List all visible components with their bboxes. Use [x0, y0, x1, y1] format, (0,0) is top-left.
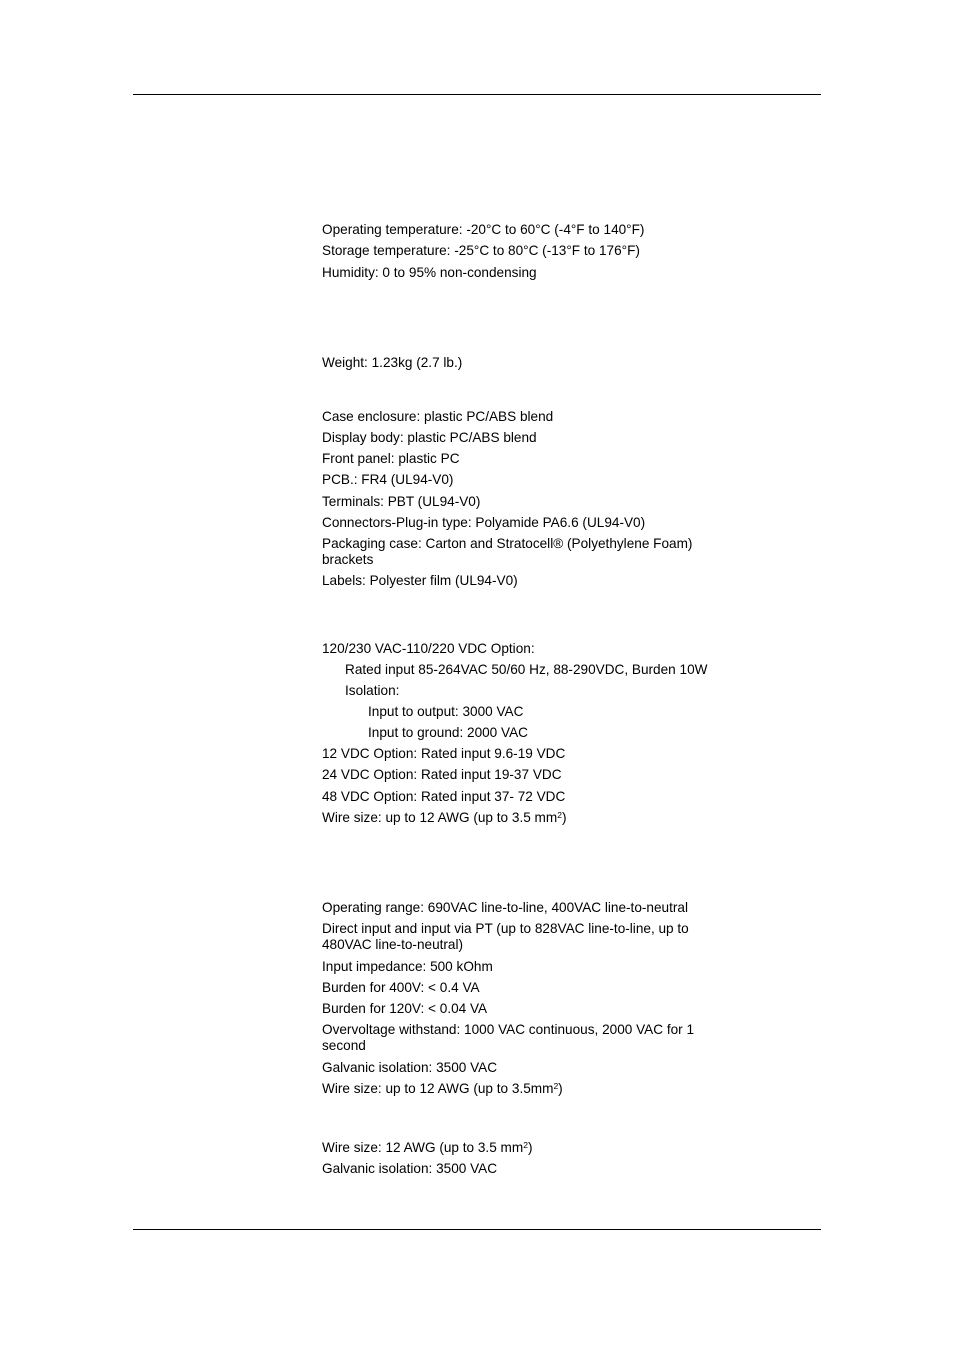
voltage-wire-size-end: ): [558, 1081, 563, 1096]
power-wire-size-superscript: 2: [557, 810, 562, 820]
weight: Weight: 1.23kg (2.7 lb.): [322, 355, 463, 370]
packaging-case: Packaging case: Carton and Stratocell® (Polyethylene Foam) brackets: [322, 536, 693, 567]
power-option-48vdc: 48 VDC Option: Rated input 37- 72 VDC: [322, 789, 566, 804]
humidity: Humidity: 0 to 95% non-condensing: [322, 265, 537, 280]
pcb: PCB.: FR4 (UL94-V0): [322, 472, 454, 487]
front-panel: Front panel: plastic PC: [322, 451, 460, 466]
connectors: Connectors-Plug-in type: Polyamide PA6.6 (UL94-V0): [322, 515, 646, 530]
power-wire-size: [322, 810, 742, 826]
labels-material: Labels: Polyester film (UL94-V0): [322, 573, 518, 588]
header-rule: [133, 94, 821, 95]
current-wire-size: [322, 1140, 742, 1156]
voltage-galvanic-isolation: Galvanic isolation: 3500 VAC: [322, 1060, 498, 1075]
power-rated-input: Rated input 85-264VAC 50/60 Hz, 88-290VDC, Burden 10W: [345, 662, 708, 677]
display-body: Display body: plastic PC/ABS blend: [322, 430, 537, 445]
voltage-wire-size: [322, 1081, 742, 1097]
current-galvanic-isolation: Galvanic isolation: 3500 VAC: [322, 1161, 498, 1176]
footer-rule: [133, 1229, 821, 1230]
input-to-ground: Input to ground: 2000 VAC: [368, 725, 528, 740]
current-wire-size-superscript: 2: [523, 1140, 528, 1150]
input-to-output: Input to output: 3000 VAC: [368, 704, 524, 719]
current-wire-size-text: Wire size: 12 AWG (up to 3.5 mm: [322, 1140, 524, 1155]
case-enclosure: Case enclosure: plastic PC/ABS blend: [322, 409, 554, 424]
current-wire-size-end: ): [527, 1140, 533, 1155]
power-option-12vdc: 12 VDC Option: Rated input 9.6-19 VDC: [322, 746, 566, 761]
voltage-operating-range: Operating range: 690VAC line-to-line, 400VAC line-to-neutral: [322, 900, 688, 915]
voltage-burden-120: Burden for 120V: < 0.04 VA: [322, 1001, 488, 1016]
power-isolation: Isolation:: [345, 683, 400, 698]
power-wire-size-text: Wire size: up to 12 AWG (up to 3.5 mm: [322, 810, 558, 825]
voltage-direct-input: Direct input and input via PT (up to 828VAC line-to-line, up to 480VAC line-to-neutral): [322, 921, 689, 952]
voltage-wire-size-text: Wire size: up to 12 AWG (up to 3.5mm: [322, 1081, 554, 1096]
operating-temperature: Operating temperature: -20°C to 60°C (-4°F to 140°F): [322, 222, 645, 237]
terminals: Terminals: PBT (UL94-V0): [322, 494, 481, 509]
voltage-burden-400: Burden for 400V: < 0.4 VA: [322, 980, 480, 995]
voltage-overvoltage: Overvoltage withstand: 1000 VAC continuous, 2000 VAC for 1 second: [322, 1022, 695, 1053]
power-option-24vdc: 24 VDC Option: Rated input 19-37 VDC: [322, 767, 562, 782]
voltage-input-impedance: Input impedance: 500 kOhm: [322, 959, 493, 974]
power-option-ac: 120/230 VAC-110/220 VDC Option:: [322, 641, 535, 656]
power-wire-size-end: ): [561, 810, 567, 825]
storage-temperature: Storage temperature: -25°C to 80°C (-13°F to 176°F): [322, 243, 640, 258]
voltage-wire-size-superscript: 2: [553, 1081, 559, 1091]
